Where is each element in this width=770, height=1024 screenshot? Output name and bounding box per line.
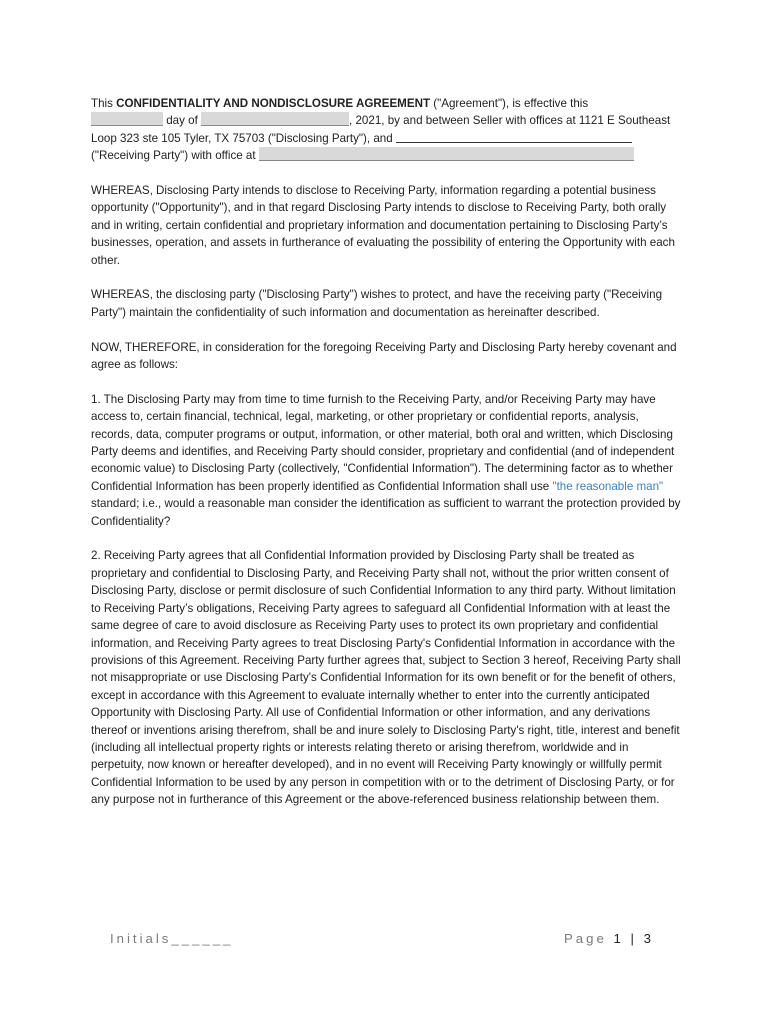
whereas-paragraph-1: WHEREAS, Disclosing Party intends to disclose to Receiving Party, information regarding a potential business opportunity ("Opportunity"), and in that regard Disclosing Party intends to disclose to Receiving Party, both orally and in writing, certain confidential and proprietary information and documentation pertaining to Disclosing Party’s businesses, operation, and assets in furtherance of evaluating the possibility of entering the Opportunity with each other.	[91, 184, 675, 267]
intro-text-5: ("Receiving Party") with office at	[91, 149, 259, 163]
document-body	[91, 95, 683, 826]
page-number-footer	[564, 931, 654, 946]
agreement-title: CONFIDENTIALITY AND NONDISCLOSURE AGREEMENT	[116, 97, 431, 110]
page-total: 3	[643, 931, 654, 946]
receiving-party-office-field[interactable]	[259, 147, 634, 161]
section-1-paragraph	[91, 391, 683, 530]
initials-footer: Initials______	[110, 931, 234, 946]
intro-text-4: , 2021, by and between Seller with offices at 1121 E Southeast Loop 323 ste 105 Tyler, TX 75703 ("Disclosing Party"), and	[91, 114, 671, 145]
intro-text-3: day of	[163, 114, 202, 128]
effective-month-field[interactable]	[201, 112, 349, 126]
whereas-paragraph-2: WHEREAS, the disclosing party ("Disclosing Party") wishes to protect, and have the receiving party ("Receiving Party") maintain the confidentiality of such information and documentation as hereinafter described.	[91, 288, 663, 319]
page-separator: |	[623, 931, 644, 946]
section-1-text-b: standard; i.e., would a reasonable man consider the identification as sufficient to warrant the protection provided by Confidentiality?	[91, 497, 681, 528]
now-therefore-paragraph: NOW, THEREFORE, in consideration for the foregoing Receiving Party and Disclosing Party hereby covenant and agree as follows:	[91, 340, 677, 372]
page-label: Page	[564, 931, 614, 946]
receiving-party-name-field[interactable]	[396, 131, 632, 143]
section-1-text-a: 1. The Disclosing Party may from time to time furnish to the Receiving Party, and/or Receiving Party may have access to, certain financial, technical, legal, marketing, or other proprietary or confidential reports, analysis, records, data, computer programs or output, information, or other material, both oral and written, which Disclosing Party deems and identifies, and Receiving Party should consider, proprietary and confidential (and of independent economic value) to Disclosing Party (collectively, "Confidential Information"). The determining factor as to whether Confidential Information has been properly identified as Confidential Information shall use	[91, 392, 675, 493]
intro-text-1: This	[91, 97, 117, 110]
intro-paragraph	[91, 95, 683, 165]
effective-day-field[interactable]	[91, 112, 163, 126]
intro-text-2: ("Agreement"), is effective this	[430, 97, 589, 110]
page-number: 1	[613, 931, 624, 946]
reasonable-man-link[interactable]: "the reasonable man"	[552, 479, 664, 493]
section-2-paragraph: 2. Receiving Party agrees that all Confidential Information provided by Disclosing Party shall be treated as proprietary and confidential to Disclosing Party, and Receiving Party shall not, without the prior written consent of Disclosing Party, disclose or permit disclosure of such Confidential Information to any third party. Without limitation to Receiving Party’s obligations, Receiving Party agrees to safeguard all Confidential Information with at least the same degree of care to avoid disclosure as Receiving Party uses to protect its own proprietary and confidential information, and Receiving Party agrees to treat Disclosing Party's Confidential Information in accordance with the provisions of this Agreement. Receiving Party further agrees that, subject to Section 3 hereof, Receiving Party shall not misappropriate or use Disclosing Party's Confidential Information for its own benefit or for the benefit of others, except in accordance with this Agreement to evaluate internally whether to enter into the currently anticipated Opportunity with Disclosing Party. All use of Confidential Information or other information, and any derivations thereof or inventions arising therefrom, shall be and inure solely to Disclosing Party's right, title, interest and benefit (including all intellectual property rights or interests relating thereto or arising therefrom, worldwide and in perpetuity, now known or hereafter developed), and in no event will Receiving Party knowingly or willfully permit Confidential Information to be used by any person in competition with or to the detriment of Disclosing Party, or for any purpose not in furtherance of this Agreement or the above-referenced business relationship between them.	[91, 549, 681, 807]
